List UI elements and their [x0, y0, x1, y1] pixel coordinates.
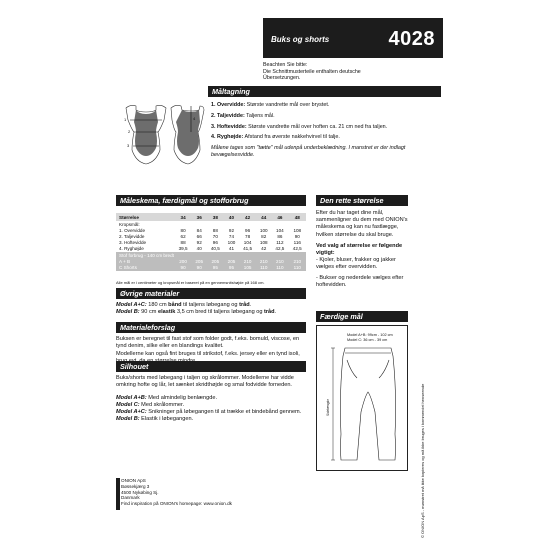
table-cell: 86	[277, 233, 283, 239]
text: tråd	[264, 309, 275, 316]
table-cell: 110	[289, 264, 306, 270]
note-line: Beachten Sie bitte:	[263, 62, 308, 68]
size-guide-text	[316, 210, 408, 289]
section-title-text: Silhouet	[120, 362, 149, 371]
table-cell: 210	[239, 258, 256, 264]
measurement-label: 2. Taljevidde:	[211, 112, 245, 119]
table-row-label: 4. Ryghøjde	[119, 246, 144, 252]
table-header-size: 44	[256, 213, 271, 221]
measurement-text: Største vandrette mål over brystet.	[245, 102, 330, 108]
table-cell: 42,5	[275, 246, 285, 252]
header-bar	[263, 18, 443, 58]
table-cell: 88	[180, 240, 186, 246]
copyright-vertical: © ONION ApS - mønstret må ikke kopieres og må ikke bruges i kommerciel henseende	[420, 383, 425, 538]
table-row-label: A + B	[116, 258, 174, 264]
table-cell: 104	[243, 240, 252, 246]
table-cell: 108	[293, 227, 302, 233]
pattern-subtitle: Buks og shorts	[271, 35, 330, 44]
size-guide-bullet: - Kjoler, bluser, frakker og jakker vælges efter overvidden.	[316, 257, 396, 271]
table-header-size: 36	[192, 213, 207, 221]
table-cell: 210	[289, 258, 306, 264]
table-cell: 110	[271, 264, 288, 270]
footer-line: Danmark	[121, 495, 140, 501]
section-title-text: Færdige mål	[320, 312, 363, 321]
materials-line-b: Model B: 90 cm elastik 3,5 cm bred til taljens løbegang og tråd.	[116, 309, 277, 316]
measurement-text: Taljens mål.	[244, 112, 275, 119]
table-row	[116, 264, 306, 270]
table-cell: 42,5	[292, 246, 302, 252]
model-label: Model A+C:	[116, 409, 147, 416]
section-title-text: Den rette størrelse	[320, 196, 384, 205]
section-maaleskema	[116, 195, 306, 206]
table-header-size-label: Størrelse	[116, 213, 174, 221]
measurement-label: 4. Ryghøjde:	[211, 134, 244, 141]
section-maaltagning	[208, 86, 441, 97]
table-cell: 42	[261, 246, 267, 252]
table-cell: 200	[174, 258, 191, 264]
figure-label-2: 2	[128, 129, 131, 134]
table-cell: 95	[224, 264, 239, 270]
text: Snikninger på løbegangen til at trække et bindebånd gennem.	[146, 409, 302, 416]
pants-illustration	[317, 326, 409, 472]
company-footer	[121, 478, 232, 507]
side-length-label: Sidelængde	[326, 398, 330, 416]
table-cell: 95	[207, 264, 224, 270]
text: 180 cm	[146, 302, 169, 308]
measurement-list	[211, 102, 441, 158]
table-cell: 210	[256, 258, 271, 264]
silhouette-model-ac	[116, 409, 306, 424]
text: 90 cm	[139, 309, 158, 316]
table-cell: 104	[276, 227, 284, 233]
text: bånd	[168, 302, 182, 308]
table-cell: 92	[196, 240, 202, 246]
table-cell: 40	[196, 246, 202, 252]
table-cell: 105	[239, 264, 256, 270]
silhouette-model-ab	[116, 395, 306, 402]
footer-line: ONION ApS	[121, 478, 146, 483]
table-header-size: 40	[224, 213, 239, 221]
text: Med almindelig benlængde.	[146, 394, 217, 401]
text: elastik	[157, 309, 176, 316]
table-cell: 96	[212, 240, 218, 246]
finished-length-c: Model C: 36 cm - 39 cm	[347, 338, 388, 342]
table-cell: 74	[228, 233, 235, 239]
table-cell: 112	[276, 240, 284, 246]
table-cell: 100	[259, 227, 268, 233]
measurement-figure-illustration	[116, 102, 206, 170]
measurement-footnote: Målene tages som "tætte" mål udenpå underbeklædning. I manstret er der indlagt bevægelsesvidde.	[211, 145, 406, 158]
text: til taljens løbegang og	[181, 302, 240, 308]
materials-line-ac: Model A+C: 180 cm bånd til taljens løbegang og tråd.	[116, 302, 252, 308]
fabric-paragraph: Modellerne kan også fint bruges til strikstof, f.eks. jersey eller en tynd isoli,	[116, 350, 300, 357]
table-cell: 80	[180, 227, 186, 233]
section-oevrige	[116, 288, 306, 299]
size-guide-paragraph: Efter du har taget dine mål, sammenligner du dem med ONION's måleskema og kan nu fastlægge, hvilken størrelse du skal bruge.	[316, 210, 408, 238]
figure-label-1: 1	[124, 117, 127, 122]
size-guide-heading: Ved valg af størrelse er følgende vigtigt:	[316, 242, 403, 257]
measurement-2	[211, 113, 441, 120]
table-cell: 90	[192, 264, 207, 270]
table-cell: 62	[180, 233, 186, 239]
pattern-code: 4028	[388, 28, 435, 50]
model-label: Model A+B:	[116, 394, 147, 401]
footer-line: 4500 Nykøbing Sj.	[121, 489, 159, 495]
table-cell: 41,5	[243, 246, 253, 252]
table-cell: 96	[245, 227, 251, 233]
footer-line: Bøssekjærg 3	[121, 483, 150, 489]
section-title-text: Måleskema, færdigmål og stofforbrug	[120, 196, 249, 205]
german-note	[263, 62, 443, 82]
measurement-4	[211, 134, 441, 141]
table-row-label: 1. Overvidde	[119, 227, 146, 233]
section-title-text: Øvrige materialer	[120, 289, 180, 298]
footer-line: Find inspiration på ONION's homepage: www.onion.dk	[121, 501, 232, 507]
table-header-size: 42	[239, 213, 256, 221]
model-label: Model B:	[116, 309, 140, 316]
table-row-label: 2. Taljevidde	[119, 233, 145, 239]
onion-logo-bar	[116, 478, 120, 510]
note-line: Die Schnittmusterteile enthalten deutsche	[263, 68, 361, 75]
measurement-text: Største vandrette mål over hoften ca. 21 cm ned fra taljen.	[246, 123, 388, 130]
body-figures	[116, 102, 206, 170]
measurement-label: 3. Hoftevidde:	[211, 123, 247, 130]
section-materialeforslag	[116, 322, 306, 333]
pattern-sheet	[113, 18, 443, 538]
text: Med skrålommer.	[139, 401, 185, 408]
silhouette-text	[116, 375, 306, 424]
materials-text	[116, 302, 306, 317]
table-cell: 205	[192, 258, 207, 264]
table-cell: 210	[271, 258, 288, 264]
table-cell: 90	[294, 233, 300, 239]
measurement-3	[211, 124, 441, 131]
section-den-rette	[316, 195, 408, 206]
section-title-text: Materialeforslag	[120, 323, 176, 332]
table-row-label: 3. Hoftevidde	[119, 240, 147, 246]
note-line: Übersetzungen.	[263, 75, 301, 82]
table-group-label: Stof forbrug - 140 cm bredt	[116, 252, 306, 258]
text: tråd	[239, 302, 250, 308]
measurement-label: 1. Overvidde:	[211, 102, 246, 108]
measurement-text: Afstand fra øverste nakkehvirvel til talje.	[243, 134, 340, 141]
table-cell: 40,5	[210, 246, 220, 252]
section-title-text: Måltagning	[212, 87, 250, 96]
finished-measurements-box	[316, 325, 408, 471]
table-cell: 39,5	[178, 246, 188, 252]
table-cell: 205	[224, 258, 239, 264]
figure-label-3: 3	[127, 143, 130, 148]
table-cell: 92	[228, 227, 235, 233]
figure-label-4: 4	[193, 116, 196, 121]
section-silhouet	[116, 361, 306, 372]
table-header-row	[116, 213, 306, 221]
size-table	[116, 213, 306, 271]
table-cell: 100	[227, 240, 236, 246]
model-label: Model C:	[116, 401, 140, 408]
table-group-label: Kropsmål:	[119, 221, 140, 227]
fabric-paragraph: Buksen er beregnet til fast stof som folder godt, f.eks. bomuld, viscose, en tynd denim, silke eller en blandings kvalitet.	[116, 336, 300, 350]
size-guide-bullet: - Bukser og nederdele vælges efter hoftevidden.	[316, 274, 404, 288]
table-cell: 70	[212, 233, 218, 239]
table-cell: 88	[212, 227, 218, 233]
table-cell: 90	[174, 264, 191, 270]
table-cell: 205	[207, 258, 224, 264]
text: Elastik i løbegangen.	[139, 416, 194, 423]
table-cell: 66	[196, 233, 202, 239]
table-cell: 84	[196, 227, 202, 233]
section-faerdige	[316, 311, 408, 322]
measurement-1	[211, 102, 441, 109]
table-cell: 110	[256, 264, 271, 270]
table-header-size: 48	[289, 213, 306, 221]
table-row-label: C Shorts	[116, 264, 174, 270]
table-cell: 41	[228, 246, 235, 252]
table-cell: 116	[293, 240, 301, 246]
table-header-size: 34	[174, 213, 191, 221]
table-note: Alle mål er i centimeter og kropsmål er baseret på en gennemsnitshøjde på 168 cm.	[116, 280, 265, 285]
table-cell: 108	[259, 240, 268, 246]
silhouette-paragraph: Buks/shorts med løbegang i taljen og skrålommer. Modellerne har vidde omkring hofte og lår, let sænket skridthøjde og smal fodvidde forneden.	[116, 375, 294, 389]
finished-length-ab: Model A+B: 99cm - 102 cm	[347, 333, 393, 337]
table-cell: 78	[245, 233, 251, 239]
table-header-size: 46	[271, 213, 288, 221]
text: 3,5 cm bred til taljens løbegang og	[175, 309, 265, 316]
model-label: Model B:	[116, 416, 140, 423]
model-label: Model A+C:	[116, 302, 147, 308]
table-header-size: 38	[207, 213, 224, 221]
table-cell: 82	[261, 233, 267, 239]
